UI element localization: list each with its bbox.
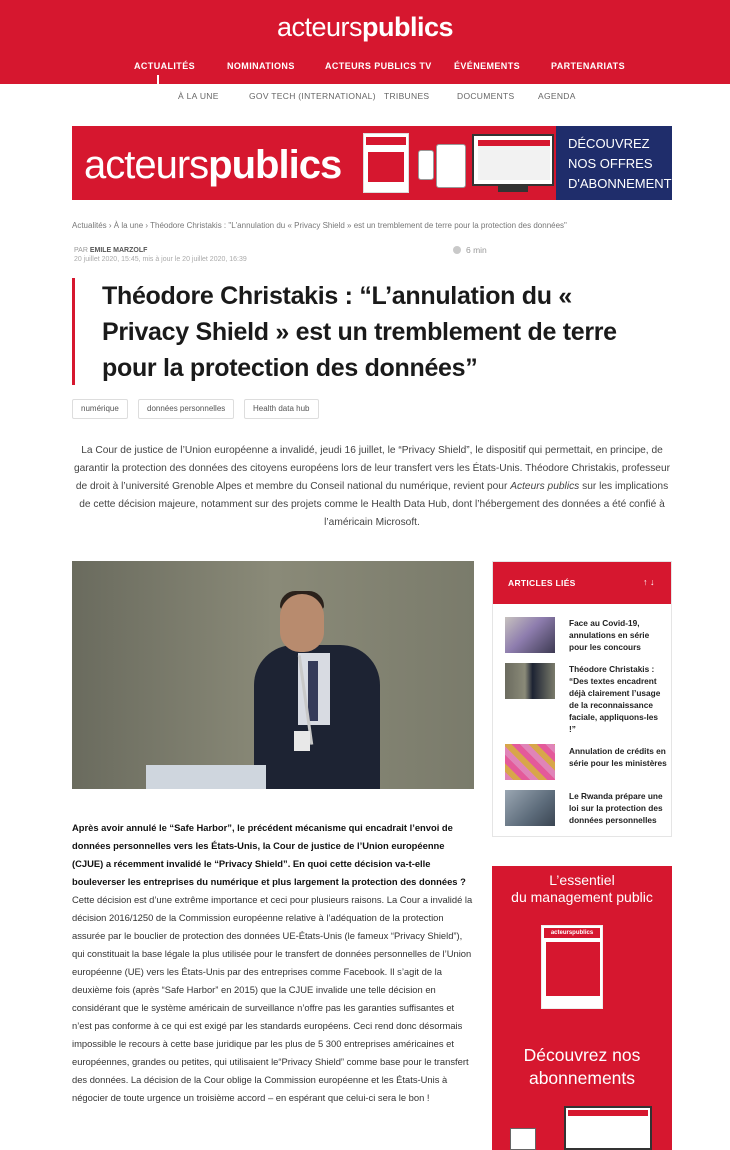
promo-heading	[492, 872, 672, 906]
intro-part2: sur les implications de cette décision majeure, notamment sur des projets comme le Health Data Hub, dont l’hébergement des données a été confié à l’américain Microsoft.	[79, 481, 669, 528]
subnav-tribunes[interactable]: TRIBUNES	[384, 91, 430, 101]
article-photo	[72, 561, 474, 789]
related-thumb[interactable]	[505, 617, 555, 653]
author-name[interactable]: EMILE MARZOLF	[89, 247, 148, 254]
interview-answer: Cette décision est d’une extrême importance et ceci pour plusieurs raisons. La Cour a invalidé la décision 2016/1250 de la Commission européenne relative à l’adéquation de la protection assurée par le bouclier de protection des données UE-États-Unis (le fameux “Privacy Shield”), qui constituait la base légale la plus utilisée pour le transfert de données personnelles de l’Union européenne (UE) vers les États-Unis par des entreprises comme Facebook. Il s’agit de la deuxième fois (après “Safe Harbor” en 2015) que la CJUE invalide une telle décision en considérant que le système américain de surveillance n’offre pas les garanties suffisantes et n’est pas conforme à ce qui est exigé par les standards européens. Ceci rend donc désormais impossible le recours à cette base juridique par les plus de 5 300 entreprises américaines et européennes, grandes ou petites, qui utilisaient le“Privacy Shield” comme base pour le transfert des données. La décision de la Cour oblige la Commission européenne et les États-Unis à négocier de toute urgence un troisième accord – en espérant que celui-ci sera le bon !	[72, 894, 473, 1103]
banner-cta-line1: DÉCOUVREZ	[568, 136, 650, 151]
byline	[74, 247, 147, 254]
intro-italic: Acteurs publics	[510, 481, 580, 492]
banner-cta-line2: NOS OFFRES	[568, 156, 653, 171]
interview-question: Après avoir annulé le “Safe Harbor”, le précédent mécanisme qui encadrait l’envoi de données personnelles vers les États-Unis, la Cour de justice de l’Union européenne (CJUE) a récemment invalidé le “Privacy Shield”. En quoi cette décision va-t-elle bouleverser les entreprises du numérique et plus largement la protection des données ?	[72, 822, 466, 887]
related-link[interactable]: Théodore Christakis : “Des textes encadrent déjà clairement l’usage de la reconnaissance faciale, appliquons-les !”	[569, 664, 661, 734]
magazine-logo: acteurspublics	[544, 928, 600, 938]
banner-logo	[84, 143, 341, 188]
article-body	[72, 819, 474, 1107]
phone-image	[418, 150, 434, 180]
clock-icon	[453, 246, 461, 254]
subscription-promo[interactable]	[492, 866, 672, 1150]
read-time-value: 6 min	[466, 245, 487, 255]
related-title: ARTICLES LIÉS	[508, 578, 576, 588]
nav-nominations[interactable]: NOMINATIONS	[227, 61, 295, 71]
nav-acteurs-publics-tv[interactable]: ACTEURS PUBLICS TV	[325, 61, 432, 71]
title-accent-bar	[72, 278, 75, 385]
nav-actualites[interactable]: ACTUALITÉS	[134, 61, 195, 71]
logo-part2: publics	[362, 12, 454, 42]
tag-donnees-personnelles[interactable]: données personnelles	[138, 399, 234, 419]
article-title: Théodore Christakis : “L’annulation du « Privacy Shield » est un tremblement de terre pour la protection des données”	[102, 282, 617, 382]
tag-numerique[interactable]: numérique	[72, 399, 128, 419]
promo-line1: L’essentiel	[549, 872, 615, 888]
related-link[interactable]: Face au Covid-19, annulations en série pour les concours	[569, 618, 650, 652]
related-header	[493, 562, 671, 604]
subscription-banner[interactable]	[72, 126, 672, 200]
nav-evenements[interactable]: ÉVÉNEMENTS	[454, 61, 521, 71]
related-thumb[interactable]	[505, 790, 555, 826]
logo-part1: acteurs	[276, 12, 363, 42]
tablet-image	[436, 144, 466, 188]
related-link[interactable]: Le Rwanda prépare une loi sur la protection des données personnelles	[569, 791, 663, 825]
publication-dates: 20 juillet 2020, 15:45, mis à jour le 20 juillet 2020, 16:39	[74, 256, 247, 263]
banner-logo-part2: publics	[208, 143, 342, 187]
promo-line4: abonnements	[528, 1068, 636, 1088]
subnav-documents[interactable]: DOCUMENTS	[457, 91, 515, 101]
read-time	[453, 245, 487, 255]
subnav-agenda[interactable]: AGENDA	[538, 91, 576, 101]
monitor-image	[564, 1106, 652, 1150]
intro-part1: La Cour de justice de l’Union européenne a invalidé, jeudi 16 juillet, le “Privacy Shield”, le dispositif qui permettait, en principe, de garantir la protection des données des citoyens européens lors de leur transfert vers les États-Unis. Théodore Christakis, professeur de droit à l’université Grenoble Alpes et membre du Conseil national du numérique, revient pour	[73, 445, 671, 492]
banner-cta-line3: D'ABONNEMENT	[568, 176, 672, 191]
tag-health-data-hub[interactable]: Health data hub	[244, 399, 319, 419]
scroll-arrows-icon[interactable]: ↑ ↓	[643, 577, 655, 587]
phone-image	[510, 1128, 536, 1150]
magazine-image	[363, 133, 409, 193]
banner-cta[interactable]	[556, 126, 672, 200]
promo-line3: Découvrez nos	[523, 1045, 641, 1065]
subnav-gov-tech[interactable]: GOV TECH (INTERNATIONAL)	[249, 91, 376, 101]
promo-cta[interactable]	[492, 1044, 672, 1090]
promo-line2: du management public	[511, 889, 653, 905]
breadcrumb[interactable]: Actualités › À la une › Théodore Christakis : "L'annulation du « Privacy Shield » est un tremblement de terre pour la protection des données"	[72, 221, 567, 230]
sub-nav	[0, 91, 730, 107]
related-link[interactable]: Annulation de crédits en série pour les ministères	[569, 746, 667, 768]
monitor-stand	[498, 186, 528, 192]
article-intro	[72, 442, 672, 532]
related-thumb[interactable]	[505, 663, 555, 699]
site-logo[interactable]	[0, 12, 730, 43]
magazine-cover	[541, 925, 603, 1009]
by-label: PAR	[74, 247, 88, 254]
main-nav	[0, 61, 730, 77]
active-nav-indicator	[157, 75, 159, 84]
related-articles	[492, 561, 672, 837]
related-thumb[interactable]	[505, 744, 555, 780]
nav-partenariats[interactable]: PARTENARIATS	[551, 61, 625, 71]
site-header	[0, 0, 730, 84]
monitor-image	[472, 134, 554, 186]
banner-logo-part1: acteurs	[84, 143, 209, 187]
subnav-a-la-une[interactable]: À LA UNE	[178, 91, 219, 101]
